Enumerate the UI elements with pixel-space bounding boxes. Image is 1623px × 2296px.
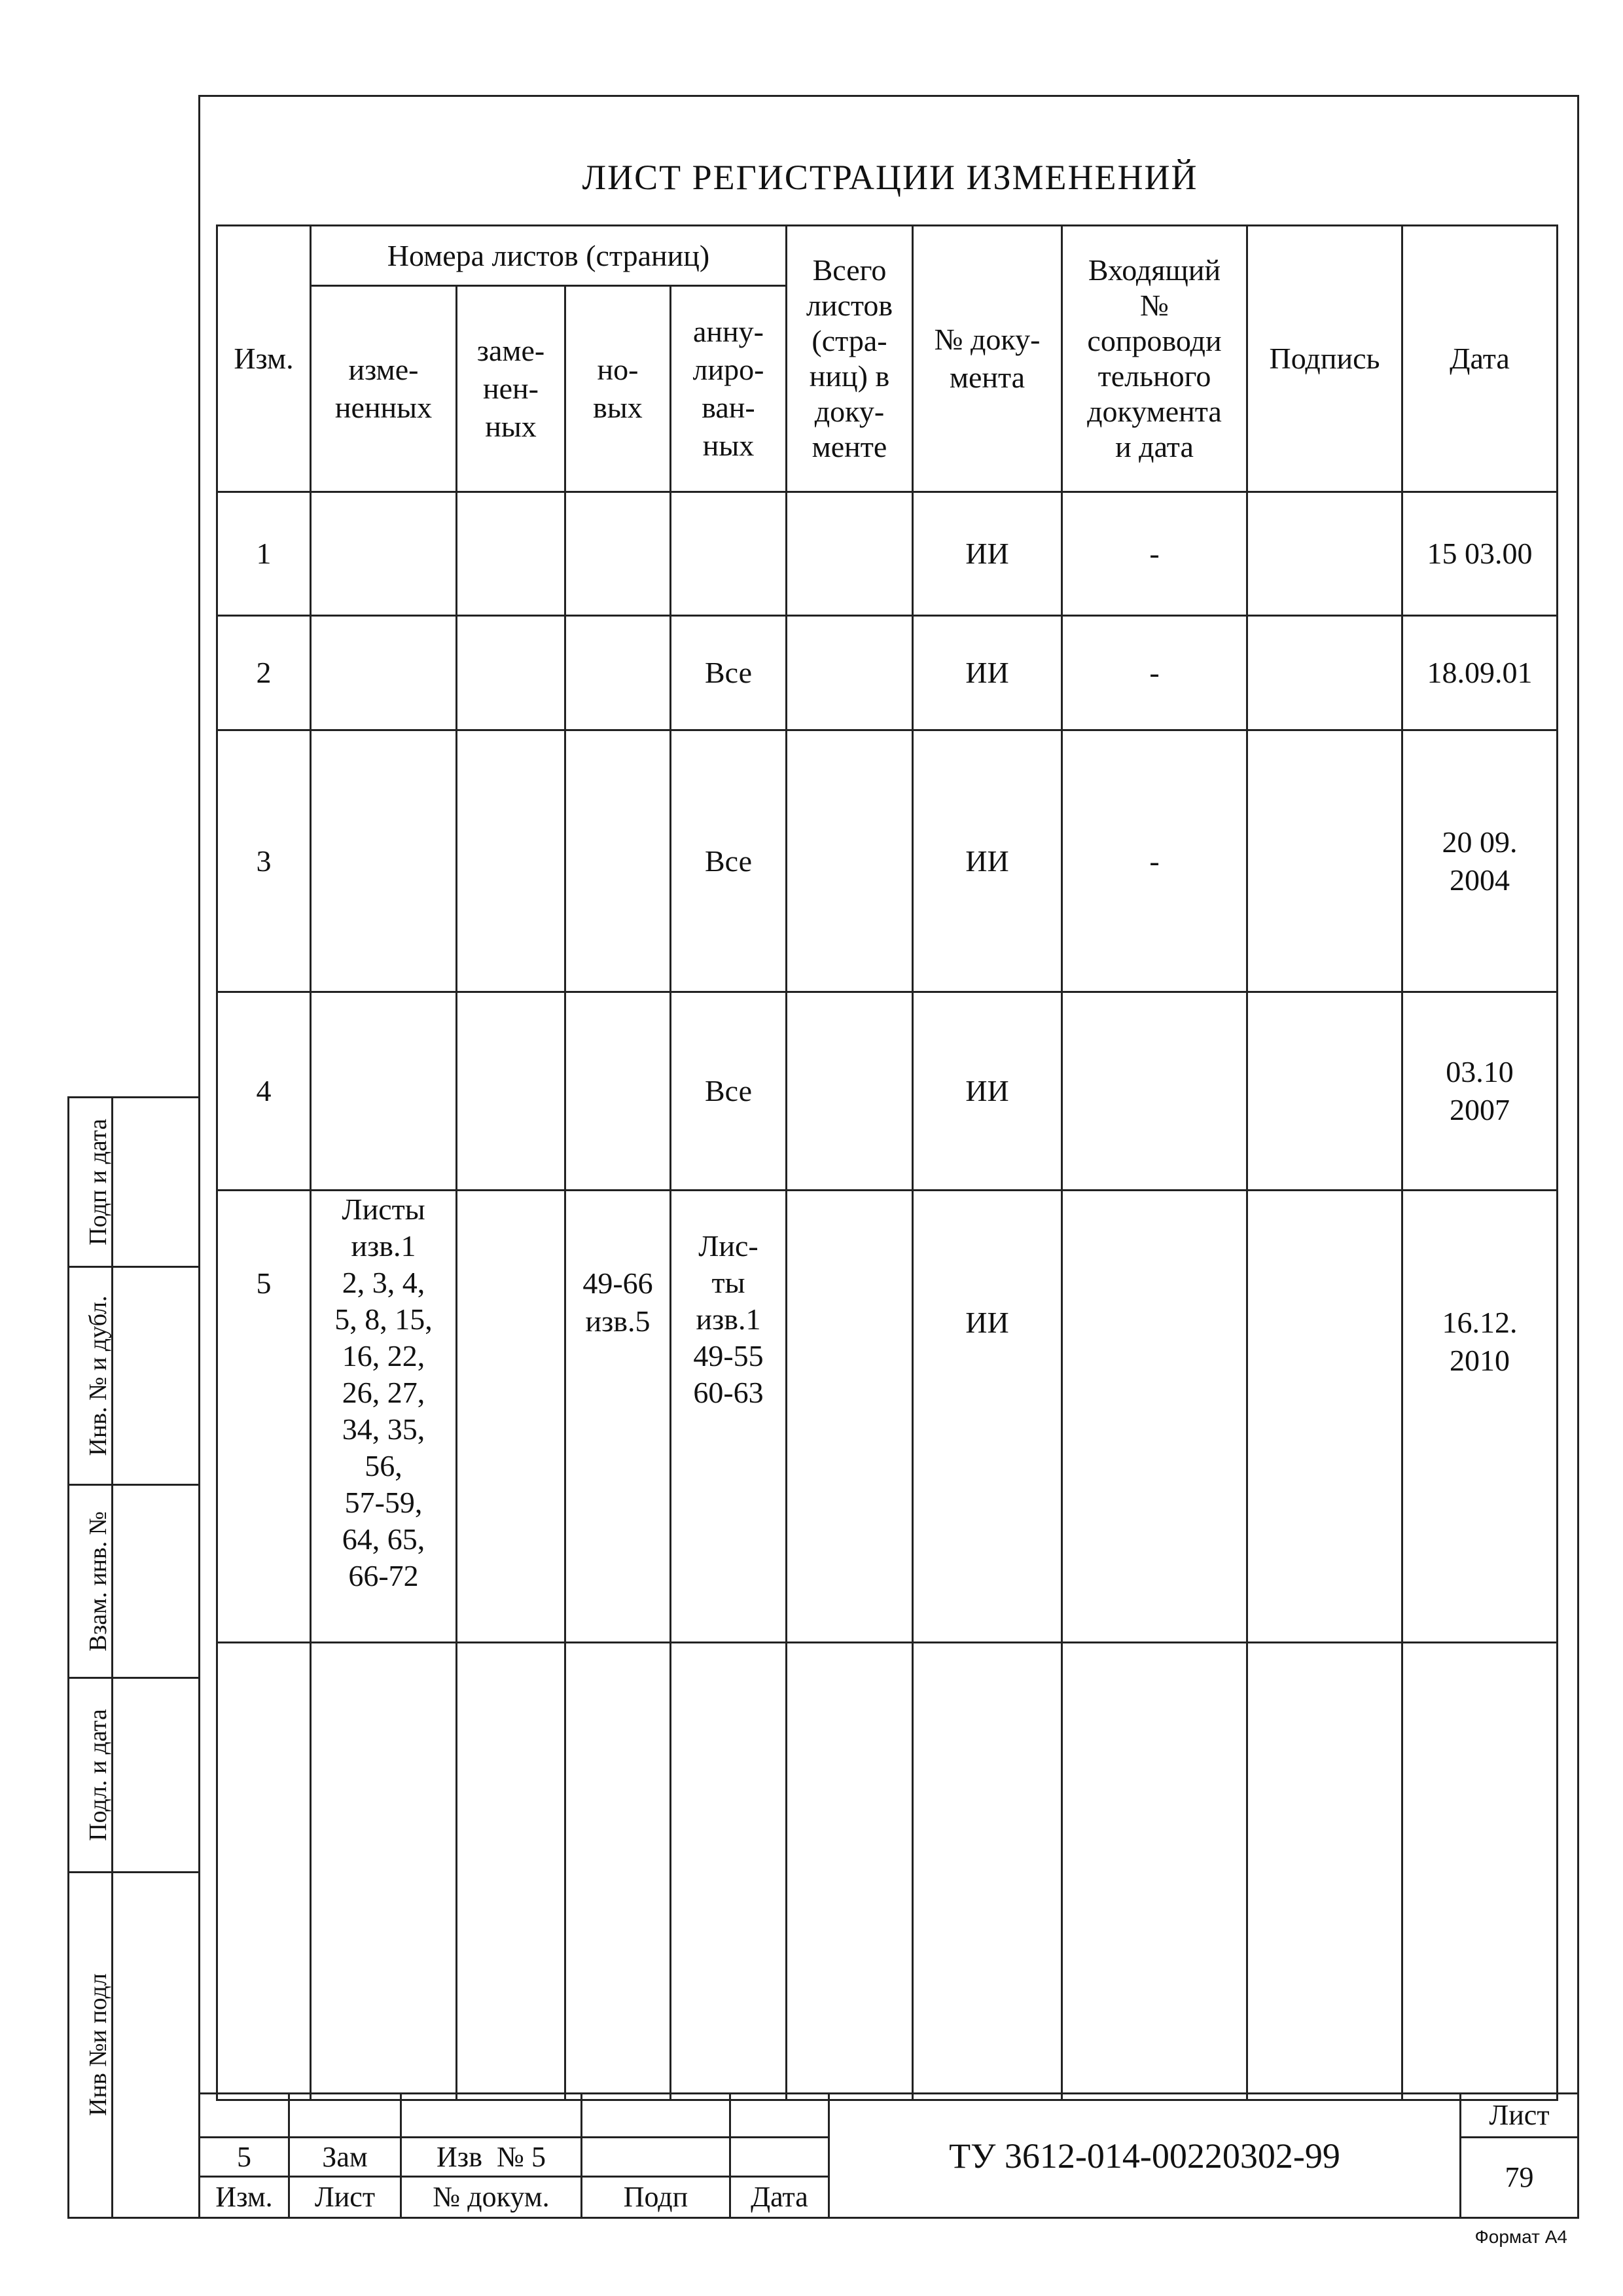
row4-new <box>564 991 671 1191</box>
stamp-izm-value: 5 <box>198 2136 290 2178</box>
row3-signature <box>1246 729 1403 993</box>
row5-annulled: Лис- ты изв.1 49-55 60-63 <box>669 1189 787 1643</box>
row5-date: 16.12. 2010 <box>1401 1189 1558 1643</box>
row3-replaced <box>455 729 566 993</box>
row3-changed <box>310 729 457 993</box>
stamp-empty-izm <box>198 2092 290 2138</box>
side-label-sign-date: Подп и дата <box>84 1119 112 1246</box>
document-designation: ТУ 3612-014-00220302-99 <box>828 2092 1461 2219</box>
row2-replaced <box>455 615 566 731</box>
row4-changed <box>310 991 457 1191</box>
stamp-empty-sheet <box>288 2092 402 2138</box>
empty-cell <box>1246 1641 1403 2101</box>
empty-cell <box>216 1641 312 2101</box>
header-replaced: заме- нен- ных <box>455 285 566 493</box>
stamp-sign-label: Подп <box>580 2176 731 2219</box>
row1-incoming: - <box>1061 491 1248 617</box>
row3-total <box>785 729 914 993</box>
side-label-inv-dubl: Инв. № и дубл. <box>84 1295 112 1456</box>
side-label-replace-inv: Взам. инв. № <box>84 1511 112 1652</box>
row2-new <box>564 615 671 731</box>
header-changed: изме- ненных <box>310 285 457 493</box>
stamp-sheet-number: 79 <box>1459 2136 1579 2219</box>
row2-incoming: - <box>1061 615 1248 731</box>
row5-signature <box>1246 1189 1403 1643</box>
row4-date: 03.10 2007 <box>1401 991 1558 1191</box>
stamp-sheet-value: Зам <box>288 2136 402 2178</box>
header-new: но- вых <box>564 285 671 493</box>
row1-izm: 1 <box>216 491 312 617</box>
header-incoming: Входящий № сопроводи тельного документа и дата <box>1061 224 1248 493</box>
stamp-empty-date <box>729 2092 830 2138</box>
row2-izm: 2 <box>216 615 312 731</box>
row2-doc-no: ИИ <box>912 615 1063 731</box>
side-label-orig-sign-date: Подл. и дата <box>84 1709 112 1841</box>
header-annulled: анну- лиро- ван- ных <box>669 285 787 493</box>
header-signature: Подпись <box>1246 224 1403 493</box>
empty-cell <box>669 1641 787 2101</box>
row3-doc-no: ИИ <box>912 729 1063 993</box>
row2-annulled: Все <box>669 615 787 731</box>
row5-incoming <box>1061 1189 1248 1643</box>
row1-total <box>785 491 914 617</box>
empty-cell <box>455 1641 566 2101</box>
row5-doc-no: ИИ <box>912 1189 1063 1643</box>
row3-incoming: - <box>1061 729 1248 993</box>
header-doc-no: № доку- мента <box>912 224 1063 493</box>
row2-changed <box>310 615 457 731</box>
page-title: ЛИСТ РЕГИСТРАЦИИ ИЗМЕНЕНИЙ <box>582 158 1198 197</box>
row5-new: 49-66 изв.5 <box>564 1189 671 1643</box>
row5-total <box>785 1189 914 1643</box>
header-izm: Изм. <box>216 224 312 493</box>
row4-replaced <box>455 991 566 1191</box>
row4-incoming <box>1061 991 1248 1191</box>
row5-changed: Листы изв.1 2, 3, 4, 5, 8, 15, 16, 22, 26, 27, 34, 35, 56, 57-59, 64, 65, 66-72 <box>310 1189 457 1643</box>
stamp-date-value <box>729 2136 830 2178</box>
row1-annulled <box>669 491 787 617</box>
stamp-doc-value: Изв № 5 <box>400 2136 582 2178</box>
row2-total <box>785 615 914 731</box>
row3-annulled: Все <box>669 729 787 993</box>
row3-new <box>564 729 671 993</box>
stamp-sheet-label: Лист <box>288 2176 402 2219</box>
row3-date: 20 09. 2004 <box>1401 729 1558 993</box>
row1-replaced <box>455 491 566 617</box>
empty-cell <box>912 1641 1063 2101</box>
row1-signature <box>1246 491 1403 617</box>
row4-doc-no: ИИ <box>912 991 1063 1191</box>
empty-cell <box>785 1641 914 2101</box>
row4-annulled: Все <box>669 991 787 1191</box>
row1-doc-no: ИИ <box>912 491 1063 617</box>
empty-cell <box>564 1641 671 2101</box>
stamp-doc-label: № докум. <box>400 2176 582 2219</box>
side-label-inv-orig: Инв №и подл <box>84 1973 112 2116</box>
stamp-izm-label: Изм. <box>198 2176 290 2219</box>
stamp-sign-value <box>580 2136 731 2178</box>
row3-izm: 3 <box>216 729 312 993</box>
stamp-empty-doc <box>400 2092 582 2138</box>
empty-cell <box>1061 1641 1248 2101</box>
row2-date: 18.09.01 <box>1401 615 1558 731</box>
row1-new <box>564 491 671 617</box>
empty-cell <box>1401 1641 1558 2101</box>
row5-izm: 5 <box>216 1189 312 1643</box>
stamp-date-label: Дата <box>729 2176 830 2219</box>
row4-izm: 4 <box>216 991 312 1191</box>
format-label: Формат А4 <box>1474 2227 1567 2247</box>
row1-date: 15 03.00 <box>1401 491 1558 617</box>
row4-total <box>785 991 914 1191</box>
row1-changed <box>310 491 457 617</box>
row4-signature <box>1246 991 1403 1191</box>
row2-signature <box>1246 615 1403 731</box>
header-sheet-numbers: Номера листов (страниц) <box>310 224 787 287</box>
row5-replaced <box>455 1189 566 1643</box>
stamp-empty-sign <box>580 2092 731 2138</box>
stamp-sheet-header: Лист <box>1459 2092 1579 2138</box>
header-date: Дата <box>1401 224 1558 493</box>
empty-cell <box>310 1641 457 2101</box>
header-total: Всего листов (стра- ниц) в доку- менте <box>785 224 914 493</box>
